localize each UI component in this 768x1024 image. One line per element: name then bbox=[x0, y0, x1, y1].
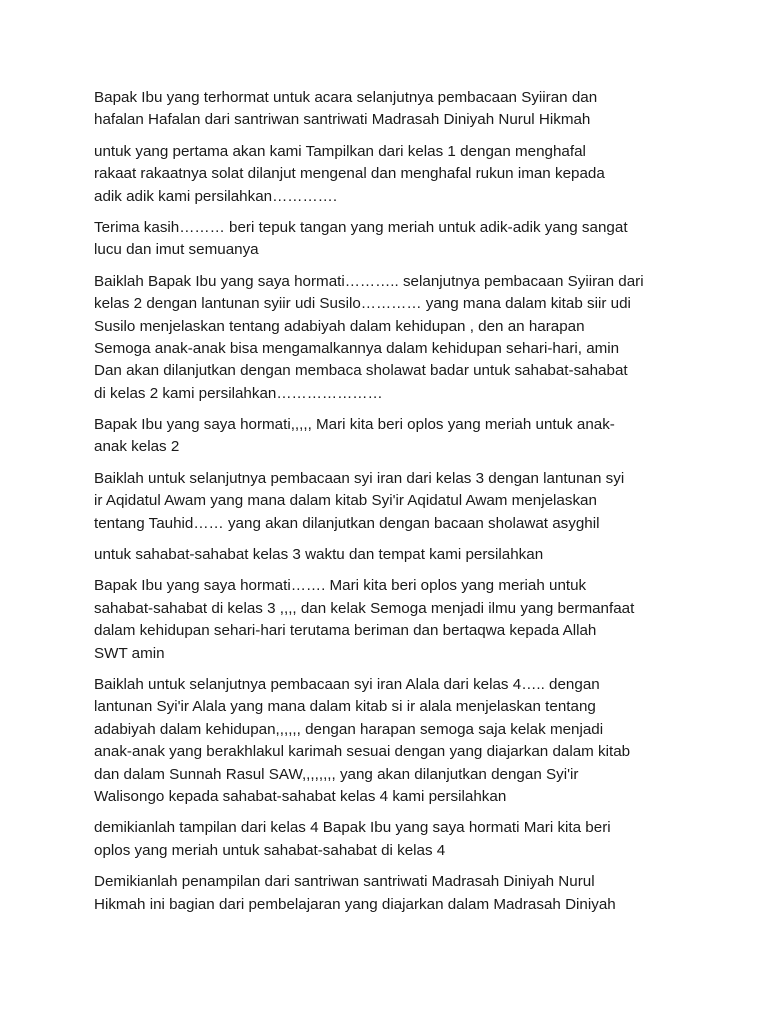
paragraph bbox=[94, 817, 676, 862]
text-line: adik adik kami persilahkan…………. bbox=[94, 187, 338, 205]
paragraph bbox=[94, 575, 676, 665]
text-line: SWT amin bbox=[94, 644, 165, 662]
paragraph bbox=[94, 544, 676, 566]
text-line: demikianlah tampilan dari kelas 4 Bapak Ibu yang saya hormati Mari kita beri bbox=[94, 819, 611, 837]
text-line: Hikmah ini bagian dari pembelajaran yang diajarkan dalam Madrasah Diniyah bbox=[94, 895, 616, 913]
text-line: dan dalam Sunnah Rasul SAW,,,,,,,, yang akan dilanjutkan dengan Syi'ir bbox=[94, 765, 579, 783]
text-line: Bapak Ibu yang saya hormati,,,,, Mari kita beri oplos yang meriah untuk anak- bbox=[94, 416, 615, 434]
text-line: oplos yang meriah untuk sahabat-sahabat di kelas 4 bbox=[94, 841, 446, 859]
text-line: anak kelas 2 bbox=[94, 438, 180, 456]
text-line: dalam kehidupan sehari-hari terutama beriman dan bertaqwa kepada Allah bbox=[94, 622, 597, 640]
paragraph bbox=[94, 468, 676, 535]
paragraph bbox=[94, 87, 676, 132]
text-line: Baiklah Bapak Ibu yang saya hormati……….. selanjutnya pembacaan Syiiran dari bbox=[94, 272, 644, 290]
text-line: sahabat-sahabat di kelas 3 ,,,, dan kelak Semoga menjadi ilmu yang bermanfaat bbox=[94, 599, 635, 617]
text-line: untuk yang pertama akan kami Tampilkan dari kelas 1 dengan menghafal bbox=[94, 142, 586, 160]
text-line: Walisongo kepada sahabat-sahabat kelas 4 kami persilahkan bbox=[94, 787, 507, 805]
paragraph bbox=[94, 271, 676, 405]
text-line: Bapak Ibu yang terhormat untuk acara selanjutnya pembacaan Syiiran dan bbox=[94, 89, 598, 106]
paragraph bbox=[94, 414, 676, 459]
text-line: ir Aqidatul Awam yang mana dalam kitab Syi'ir Aqidatul Awam menjelaskan bbox=[94, 492, 597, 510]
text-line: di kelas 2 kami persilahkan………………… bbox=[94, 384, 383, 402]
paragraph bbox=[94, 141, 676, 208]
document-body bbox=[94, 87, 676, 925]
text-line: Demikianlah penampilan dari santriwan santriwati Madrasah Diniyah Nurul bbox=[94, 873, 595, 891]
paragraph bbox=[94, 217, 676, 262]
text-line: hafalan Hafalan dari santriwan santriwati Madrasah Diniyah Nurul Hikmah bbox=[94, 111, 591, 129]
text-line: adabiyah dalam kehidupan,,,,,, dengan harapan semoga saja kelak menjadi bbox=[94, 720, 604, 738]
paragraph bbox=[94, 871, 676, 916]
text-line: Terima kasih……… beri tepuk tangan yang meriah untuk adik-adik yang sangat bbox=[94, 218, 628, 236]
text-line: Baiklah untuk selanjutnya pembacaan syi iran Alala dari kelas 4….. dengan bbox=[94, 675, 600, 693]
paragraph bbox=[94, 674, 676, 808]
text-line: Dan akan dilanjutkan dengan membaca sholawat badar untuk sahabat-sahabat bbox=[94, 362, 628, 380]
text-line: Semoga anak-anak bisa mengamalkannya dalam kehidupan sehari-hari, amin bbox=[94, 339, 620, 357]
text-line: kelas 2 dengan lantunan syiir udi Susilo………… yang mana dalam kitab siir udi bbox=[94, 295, 631, 313]
text-line: untuk sahabat-sahabat kelas 3 waktu dan tempat kami persilahkan bbox=[94, 546, 544, 564]
text-line: Baiklah untuk selanjutnya pembacaan syi iran dari kelas 3 dengan lantunan syi bbox=[94, 469, 625, 487]
text-line: lantunan Syi'ir Alala yang mana dalam kitab si ir alala menjelaskan tentang bbox=[94, 698, 596, 716]
text-line: Susilo menjelaskan tentang adabiyah dalam kehidupan , den an harapan bbox=[94, 317, 585, 335]
text-line: lucu dan imut semuanya bbox=[94, 241, 259, 259]
text-line: Bapak Ibu yang saya hormati……. Mari kita beri oplos yang meriah untuk bbox=[94, 577, 587, 595]
text-line: rakaat rakaatnya solat dilanjut mengenal dan menghafal rukun iman kepada bbox=[94, 165, 605, 183]
text-line: anak-anak yang berakhlakul karimah sesuai dengan yang diajarkan dalam kitab bbox=[94, 743, 631, 761]
text-line: tentang Tauhid…… yang akan dilanjutkan dengan bacaan sholawat asyghil bbox=[94, 514, 600, 532]
